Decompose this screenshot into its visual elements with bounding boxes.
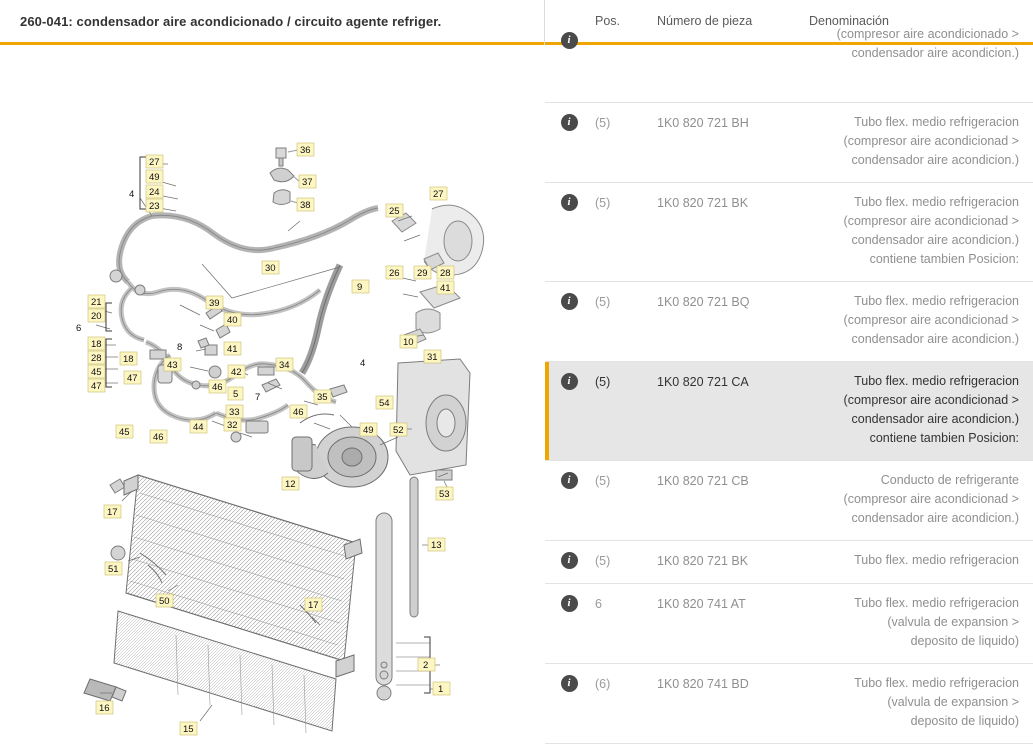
part-number-cell: 1K0 820 721 CA — [657, 375, 749, 389]
diagram-svg — [0, 45, 545, 751]
parts-table-body — [545, 27, 1033, 744]
info-cell — [545, 674, 593, 692]
description-line: (compresor aire acondicionad > — [843, 393, 1019, 407]
header-description: Denominación — [809, 14, 889, 28]
part-number-cell: 1K0 820 721 BQ — [657, 295, 750, 309]
description-line: (compresor aire acondicionado > — [836, 27, 1019, 41]
svg-text:30: 30 — [265, 263, 276, 274]
info-icon[interactable]: i — [561, 293, 578, 310]
info-cell — [545, 594, 593, 612]
description-line: (compresor aire acondicionad > — [843, 492, 1019, 506]
svg-text:33: 33 — [229, 407, 240, 418]
svg-text:10: 10 — [403, 337, 414, 348]
table-row[interactable] — [545, 183, 1033, 282]
description-cell — [797, 551, 1033, 570]
description-line: condensador aire acondicion.) — [851, 412, 1019, 426]
svg-text:44: 44 — [193, 422, 204, 433]
svg-text:35: 35 — [317, 392, 328, 403]
svg-text:9: 9 — [357, 282, 363, 293]
svg-text:43: 43 — [167, 360, 178, 371]
table-row[interactable] — [545, 27, 1033, 103]
description-cell — [797, 292, 1033, 349]
info-cell — [545, 113, 593, 131]
svg-text:52: 52 — [393, 425, 404, 436]
description-line: (compresor aire acondicionad > — [843, 134, 1019, 148]
page-title: 260-041: condensador aire acondicionado / circuito agente refriger. — [20, 13, 442, 29]
pos-cell: (5) — [595, 554, 611, 568]
svg-text:23: 23 — [149, 201, 160, 212]
info-cell — [545, 193, 593, 211]
info-icon[interactable]: i — [561, 595, 578, 612]
svg-text:18: 18 — [91, 339, 102, 350]
svg-text:51: 51 — [108, 564, 119, 575]
pos-cell: (5) — [595, 295, 611, 309]
description-cell — [797, 594, 1033, 651]
svg-text:42: 42 — [231, 367, 242, 378]
part-number-cell: 1K0 820 721 BH — [657, 116, 749, 130]
svg-text:29: 29 — [417, 268, 428, 279]
part-number-cell: 1K0 820 741 AT — [657, 597, 746, 611]
table-row[interactable] — [545, 541, 1033, 584]
info-icon[interactable]: i — [561, 373, 578, 390]
part-number-cell: 1K0 820 721 BK — [657, 554, 749, 568]
description-line: Tubo flex. medio refrigeracion — [854, 294, 1019, 308]
svg-text:50: 50 — [159, 596, 170, 607]
description-line: Tubo flex. medio refrigeracion — [854, 676, 1019, 690]
svg-text:47: 47 — [91, 381, 102, 392]
description-line: contiene tambien Posicion: — [869, 431, 1019, 445]
description-cell — [797, 372, 1033, 448]
svg-text:6: 6 — [76, 323, 82, 334]
pos-cell: (5) — [595, 196, 611, 210]
svg-text:27: 27 — [149, 157, 160, 168]
svg-text:54: 54 — [379, 398, 390, 409]
pos-cell — [593, 45, 657, 46]
info-cell — [545, 34, 593, 49]
description-cell — [797, 25, 1033, 63]
info-cell — [545, 471, 593, 489]
pos-cell: (5) — [595, 116, 611, 130]
info-icon[interactable]: i — [561, 552, 578, 569]
svg-text:34: 34 — [279, 360, 290, 371]
table-row[interactable] — [545, 103, 1033, 183]
svg-text:8: 8 — [177, 342, 183, 353]
svg-text:46: 46 — [212, 382, 223, 393]
description-cell — [797, 674, 1033, 731]
pos-cell: (5) — [595, 375, 611, 389]
part-number-cell: 1K0 820 721 BK — [657, 196, 749, 210]
svg-text:31: 31 — [427, 352, 438, 363]
description-line: (compresor aire acondicionad > — [843, 313, 1019, 327]
description-line: Conducto de refrigerante — [880, 473, 1019, 487]
description-cell — [797, 193, 1033, 269]
svg-text:18: 18 — [123, 354, 134, 365]
svg-text:47: 47 — [127, 373, 138, 384]
svg-text:45: 45 — [119, 427, 130, 438]
table-row[interactable] — [545, 461, 1033, 541]
pos-cell: (6) — [595, 677, 611, 691]
svg-text:5: 5 — [233, 389, 239, 400]
description-line: Tubo flex. medio refrigeracion — [854, 553, 1019, 567]
svg-text:1: 1 — [438, 684, 444, 695]
svg-text:13: 13 — [431, 540, 442, 551]
info-icon[interactable]: i — [561, 472, 578, 489]
description-line: condensador aire acondicion.) — [851, 233, 1019, 247]
header-pos: Pos. — [595, 14, 621, 28]
svg-text:25: 25 — [389, 206, 400, 217]
description-line: (valvula de expansion > — [887, 615, 1019, 629]
table-row[interactable] — [545, 584, 1033, 664]
svg-text:20: 20 — [91, 311, 102, 322]
svg-text:39: 39 — [209, 298, 220, 309]
table-row-selected[interactable] — [545, 362, 1033, 461]
exploded-view-diagram[interactable] — [0, 45, 545, 751]
description-line: condensador aire acondicion.) — [851, 46, 1019, 60]
svg-text:4: 4 — [129, 189, 135, 200]
description-line: condensador aire acondicion.) — [851, 332, 1019, 346]
description-line: condensador aire acondicion.) — [851, 511, 1019, 525]
svg-text:12: 12 — [285, 479, 296, 490]
svg-text:41: 41 — [227, 344, 238, 355]
info-cell — [545, 372, 593, 390]
header-part-number: Número de pieza — [657, 14, 753, 28]
part-number-cell: 1K0 820 721 CB — [657, 474, 749, 488]
svg-text:7: 7 — [255, 392, 261, 403]
info-icon[interactable]: i — [561, 194, 578, 211]
description-line: deposito de liquido) — [910, 714, 1019, 728]
svg-text:24: 24 — [149, 187, 160, 198]
description-line: Tubo flex. medio refrigeracion — [854, 115, 1019, 129]
description-line: Tubo flex. medio refrigeracion — [854, 195, 1019, 209]
svg-text:17: 17 — [107, 507, 118, 518]
svg-text:2: 2 — [423, 660, 429, 671]
info-cell — [545, 551, 593, 569]
svg-text:32: 32 — [227, 420, 238, 431]
info-cell — [545, 292, 593, 310]
svg-text:28: 28 — [91, 353, 102, 364]
part-group-top-brackets — [270, 148, 300, 205]
svg-text:16: 16 — [99, 703, 110, 714]
svg-text:21: 21 — [91, 297, 102, 308]
table-row[interactable] — [545, 282, 1033, 362]
svg-text:53: 53 — [439, 489, 450, 500]
svg-text:45: 45 — [91, 367, 102, 378]
svg-text:49: 49 — [149, 172, 160, 183]
table-row[interactable] — [545, 664, 1033, 744]
info-icon[interactable]: i — [561, 114, 578, 131]
svg-text:27: 27 — [433, 189, 444, 200]
svg-text:41: 41 — [440, 283, 451, 294]
part-number-cell: 1K0 820 741 BD — [657, 677, 749, 691]
description-line: Tubo flex. medio refrigeracion — [854, 596, 1019, 610]
part-number-cell — [657, 45, 797, 46]
description-line: condensador aire acondicion.) — [851, 153, 1019, 167]
pos-cell: (5) — [595, 474, 611, 488]
description-line: (compresor aire acondicionad > — [843, 214, 1019, 228]
svg-text:49: 49 — [363, 425, 374, 436]
svg-text:15: 15 — [183, 724, 194, 735]
description-line: Tubo flex. medio refrigeracion — [854, 374, 1019, 388]
description-line: deposito de liquido) — [910, 634, 1019, 648]
pos-cell: 6 — [595, 597, 602, 611]
svg-text:40: 40 — [227, 315, 238, 326]
description-cell — [797, 113, 1033, 170]
svg-text:28: 28 — [440, 268, 451, 279]
svg-text:37: 37 — [302, 177, 313, 188]
svg-text:38: 38 — [300, 200, 311, 211]
description-line: (valvula de expansion > — [887, 695, 1019, 709]
svg-text:17: 17 — [308, 600, 319, 611]
svg-text:46: 46 — [293, 407, 304, 418]
parts-list-pane[interactable] — [545, 0, 1033, 751]
info-icon[interactable]: i — [561, 675, 578, 692]
svg-text:46: 46 — [153, 432, 164, 443]
description-line: contiene tambien Posicion: — [869, 252, 1019, 266]
fan-shroud — [396, 359, 470, 475]
svg-text:4: 4 — [360, 358, 366, 369]
svg-text:36: 36 — [300, 145, 311, 156]
svg-text:26: 26 — [389, 268, 400, 279]
diagram-title-bar — [0, 0, 544, 45]
info-icon[interactable]: i — [561, 32, 578, 49]
description-cell — [797, 471, 1033, 528]
